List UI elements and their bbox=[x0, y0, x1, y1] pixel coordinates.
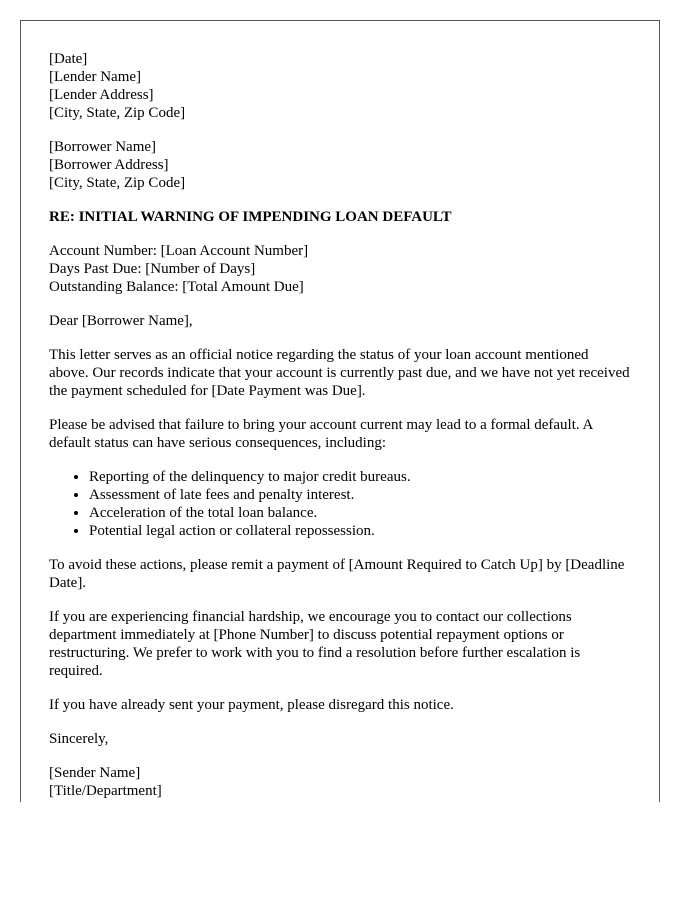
outstanding-balance: Outstanding Balance: [Total Amount Due] bbox=[49, 279, 304, 295]
hardship-paragraph: If you are experiencing financial hardship, we encourage you to contact our collections department immediately at [Phone Number] to discuss potential repayment options or restructuring. We prefer to work with you to find a resolution before further escalation is required. bbox=[49, 609, 581, 679]
signature-block bbox=[49, 764, 631, 800]
sender-address-block bbox=[49, 50, 631, 122]
lender-address: [Lender Address] bbox=[49, 87, 154, 103]
borrower-address: [Borrower Address] bbox=[49, 157, 169, 173]
consequences-list bbox=[49, 468, 631, 540]
closing: Sincerely, bbox=[49, 731, 109, 747]
salutation: Dear [Borrower Name], bbox=[49, 313, 193, 329]
letter-date: [Date] bbox=[49, 51, 88, 67]
lender-name: [Lender Name] bbox=[49, 69, 142, 85]
sender-title-department: [Title/Department] bbox=[49, 783, 162, 799]
list-item: • Reporting of the delinquency to major credit bureaus. bbox=[89, 468, 631, 486]
recipient-address-block bbox=[49, 138, 631, 192]
account-number: Account Number: [Loan Account Number] bbox=[49, 243, 309, 259]
borrower-name: [Borrower Name] bbox=[49, 139, 157, 155]
disregard-paragraph: If you have already sent your payment, please disregard this notice. bbox=[49, 697, 454, 713]
borrower-city-state-zip: [City, State, Zip Code] bbox=[49, 175, 186, 191]
list-item: • Assessment of late fees and penalty interest. bbox=[89, 486, 631, 504]
list-item: • Acceleration of the total loan balance. bbox=[89, 504, 631, 522]
letter-page bbox=[20, 20, 660, 802]
days-past-due: Days Past Due: [Number of Days] bbox=[49, 261, 256, 277]
remedy-paragraph: To avoid these actions, please remit a payment of [Amount Required to Catch Up] by [Deadline Date]. bbox=[49, 557, 625, 591]
consequences-intro-paragraph: Please be advised that failure to bring your account current may lead to a formal default. A default status can have serious consequences, including: bbox=[49, 417, 593, 451]
subject-line: RE: INITIAL WARNING OF IMPENDING LOAN DEFAULT bbox=[49, 209, 452, 225]
intro-paragraph: This letter serves as an official notice regarding the status of your loan account mentioned above. Our records indicate that your account is currently past due, and we have not yet received the payment scheduled for [Date Payment was Due]. bbox=[49, 347, 630, 399]
account-details-block bbox=[49, 242, 631, 296]
lender-city-state-zip: [City, State, Zip Code] bbox=[49, 105, 186, 121]
list-item: • Potential legal action or collateral repossession. bbox=[89, 522, 631, 540]
sender-name: [Sender Name] bbox=[49, 765, 141, 781]
